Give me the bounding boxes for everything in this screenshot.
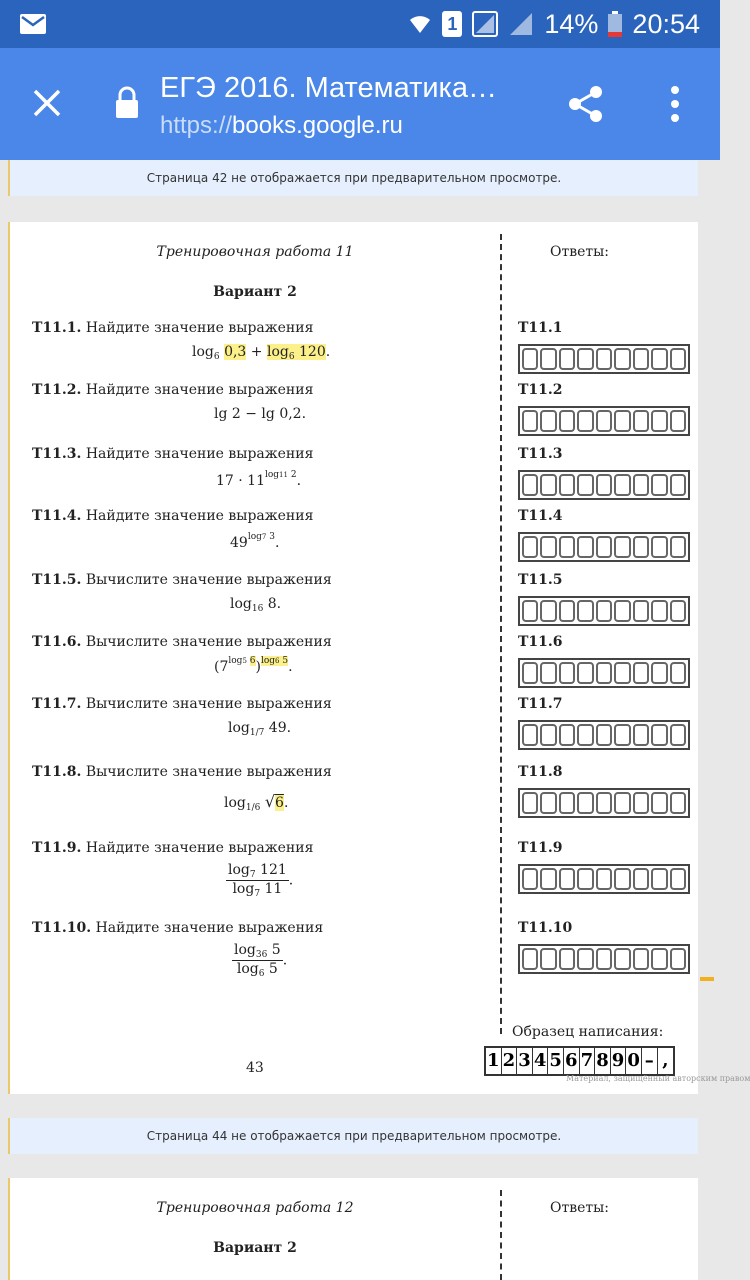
- scroll-indicator[interactable]: [700, 977, 714, 981]
- variant-label: Вариант 2: [213, 284, 297, 300]
- answer-block: [518, 696, 690, 750]
- task-text: Найдите значение выражения: [85, 320, 314, 336]
- answer-label: Т11.10: [518, 920, 573, 936]
- task-expression: $\log_{1/6} √6$.: [224, 792, 289, 813]
- answer-boxes: [518, 720, 690, 750]
- answers-title: Ответы:: [550, 1200, 609, 1216]
- close-icon[interactable]: [30, 86, 64, 120]
- task-number: Т11.2.: [32, 382, 82, 398]
- task-expression: $\frac{\log_{36} 5}{\log_6 5}$ .: [234, 942, 288, 979]
- answer-boxes: [518, 788, 690, 818]
- answer-block: [518, 840, 690, 894]
- sample-char: 4: [533, 1048, 549, 1074]
- task-number: Т11.7.: [32, 696, 82, 712]
- browser-toolbar: [0, 48, 720, 160]
- unavailable-notice-top: Страница 42 не отображается при предварительном просмотре.: [10, 160, 698, 196]
- answer-label: Т11.8: [518, 764, 563, 780]
- answer-label: Т11.4: [518, 508, 563, 524]
- task-text: Найдите значение выражения: [85, 382, 314, 398]
- answer-block: [518, 446, 690, 500]
- task-text: Вычислите значение выражения: [85, 764, 332, 780]
- work-header: Тренировочная работа 12: [156, 1200, 354, 1216]
- url-host: books.google.ru: [232, 112, 403, 139]
- task-text: Вычислите значение выражения: [85, 572, 332, 588]
- copyright-watermark: Материал, защищённый авторским правом: [566, 1074, 750, 1083]
- answer-label: Т11.9: [518, 840, 563, 856]
- task-item: [32, 634, 492, 675]
- share-icon[interactable]: [566, 84, 606, 124]
- sample-char: 0: [626, 1048, 642, 1074]
- task-number: Т11.10.: [32, 920, 92, 936]
- sample-char: 7: [580, 1048, 596, 1074]
- answer-block: [518, 634, 690, 688]
- task-expression: $\frac{\log_7 121}{\log_7 11}$ .: [228, 862, 294, 899]
- task-expression: lg 2 − lg 0,2.: [214, 406, 307, 422]
- answer-boxes: [518, 344, 690, 374]
- wifi-icon: [408, 12, 432, 36]
- more-options-icon[interactable]: [660, 84, 690, 124]
- task-number: Т11.3.: [32, 446, 82, 462]
- unavailable-notice-bottom: Страница 44 не отображается при предварительном просмотре.: [10, 1118, 698, 1154]
- task-item: [32, 446, 492, 489]
- column-divider: [500, 234, 502, 1034]
- answer-boxes: [518, 944, 690, 974]
- answer-block: [518, 920, 690, 974]
- clock: 20:54: [632, 8, 700, 39]
- sim-badge: 1: [442, 11, 462, 37]
- task-number: Т11.5.: [32, 572, 82, 588]
- sample-char: 1: [486, 1048, 502, 1074]
- sample-char: 5: [548, 1048, 564, 1074]
- status-bar: [0, 0, 720, 48]
- answer-block: [518, 382, 690, 436]
- page-title: ЕГЭ 2016. Математика…: [160, 72, 497, 104]
- answer-label: Т11.5: [518, 572, 563, 588]
- answer-boxes: [518, 658, 690, 688]
- answer-boxes: [518, 596, 690, 626]
- url-scheme: https://: [160, 112, 233, 139]
- task-text: Вычислите значение выражения: [85, 696, 332, 712]
- task-item: [32, 572, 492, 614]
- answer-boxes: [518, 406, 690, 436]
- answer-block: [518, 508, 690, 562]
- task-item: [32, 320, 492, 362]
- task-item: [32, 508, 492, 551]
- sample-char: 6: [564, 1048, 580, 1074]
- task-expression: $\log_{1/7} 49$.: [228, 720, 292, 738]
- sample-char: ,: [662, 1050, 669, 1071]
- task-expression: $\log_{16} 8$.: [230, 596, 282, 614]
- sample-char: 8: [595, 1048, 611, 1074]
- answer-label: Т11.3: [518, 446, 563, 462]
- sample-digits: [484, 1046, 675, 1076]
- answer-block: [518, 320, 690, 374]
- answer-boxes: [518, 864, 690, 894]
- sample-char: –: [642, 1048, 658, 1074]
- answer-label: Т11.7: [518, 696, 563, 712]
- variant-label: Вариант 2: [213, 1240, 297, 1256]
- answer-boxes: [518, 470, 690, 500]
- task-number: Т11.9.: [32, 840, 82, 856]
- task-expression: $(7^{log5 6})^{log6 5}$.: [214, 656, 293, 675]
- battery-icon: [608, 11, 622, 37]
- task-text: Найдите значение выражения: [85, 508, 314, 524]
- signal-icon-2: [508, 11, 534, 37]
- page-number: 43: [246, 1060, 264, 1076]
- task-text: Найдите значение выражения: [85, 840, 314, 856]
- answer-block: [518, 572, 690, 626]
- task-item: [32, 920, 492, 979]
- work-header: Тренировочная работа 11: [156, 244, 354, 260]
- task-text: Найдите значение выражения: [95, 920, 324, 936]
- battery-percent: 14%: [544, 8, 599, 39]
- mail-notification-icon: [20, 14, 46, 34]
- task-text: Найдите значение выражения: [85, 446, 314, 462]
- book-page-45: [10, 1178, 698, 1280]
- book-page-43: [10, 222, 750, 1094]
- task-item: [32, 764, 492, 813]
- sample-label: Образец написания:: [512, 1024, 664, 1040]
- answers-title: Ответы:: [550, 244, 609, 260]
- answer-block: [518, 764, 690, 818]
- answer-label: Т11.6: [518, 634, 563, 650]
- url-display[interactable]: [160, 112, 403, 140]
- task-number: Т11.8.: [32, 764, 82, 780]
- column-divider: [500, 1190, 502, 1280]
- sample-char: 2: [502, 1048, 518, 1074]
- answer-boxes: [518, 532, 690, 562]
- answer-label: Т11.2: [518, 382, 563, 398]
- signal-icon: [472, 11, 498, 37]
- task-expression: $17 \cdot 11^{log11 2}$.: [216, 470, 302, 489]
- task-item: [32, 696, 492, 738]
- task-number: Т11.4.: [32, 508, 82, 524]
- answer-label: Т11.1: [518, 320, 563, 336]
- task-item: [32, 840, 492, 899]
- task-expression: $49^{log7 3}$.: [230, 532, 280, 551]
- sample-char: 3: [517, 1048, 533, 1074]
- task-number: Т11.1.: [32, 320, 82, 336]
- task-expression: $\log_6 0,3 + \log_6 120$.: [192, 344, 331, 362]
- sample-char: 9: [611, 1048, 627, 1074]
- lock-icon[interactable]: [114, 86, 140, 120]
- task-number: Т11.6.: [32, 634, 82, 650]
- book-viewer[interactable]: [0, 160, 750, 1280]
- task-item: [32, 382, 492, 422]
- task-text: Вычислите значение выражения: [85, 634, 332, 650]
